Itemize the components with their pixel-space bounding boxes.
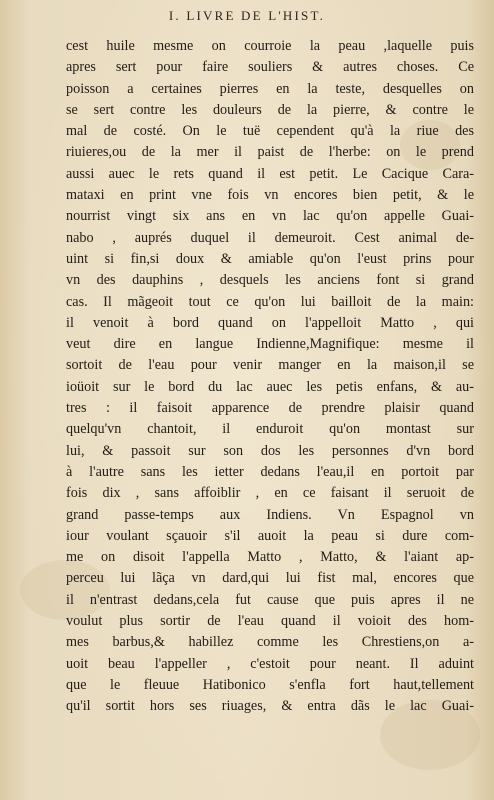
text-line: sortoit de l'eau pour venir manger en la maison,il se: [66, 357, 474, 374]
text-line: perceu lui lãça vn dard,qui lui fist mal, encores que: [66, 570, 474, 587]
text-line: poisson a certaines pierres en la teste, desquelles on: [66, 80, 474, 97]
text-line: mes barbus,& habillez comme les Chrestiens,on a-: [66, 634, 474, 651]
text-line: mal de costé. On le tuë cependent qu'à la riue des: [66, 123, 474, 140]
text-line: nabo , auprés duquel il demeuroit. Cest animal de-: [66, 229, 474, 246]
text-line: il n'entrast dedans,cela fut cause que puis apres il ne: [66, 591, 474, 608]
text-line: qu'il sortit hors ses riuages, & entra dãs le lac Guai-: [66, 698, 474, 715]
text-line: grand passe-temps aux Indiens. Vn Espagnol vn: [66, 506, 474, 523]
text-line: aussi auec le rets quand il est petit. Le Cacique Cara-: [66, 165, 474, 182]
text-line: il venoit à bord quand on l'appelloit Matto , qui: [66, 314, 474, 331]
text-line: ioüoit sur le bord du lac auec les petis enfans, & au-: [66, 378, 474, 395]
text-line: vn des dauphins , desquels les anciens font si grand: [66, 272, 474, 289]
text-line: voulut plus sortir de l'eau quand il voioit des hom-: [66, 613, 474, 630]
running-head: I. LIVRE DE L'HIST.: [168, 8, 326, 23]
text-line: apres sert pour faire souliers & autres choses. Ce: [66, 59, 474, 76]
text-line: riuieres,ou de la mer il paist de l'herbe: on le prend: [66, 144, 474, 161]
text-line: quelqu'vn chantoit, il enduroit qu'on montast sur: [66, 421, 474, 438]
text-line: se sert contre les douleurs de la pierre, & contre le: [66, 101, 474, 118]
body-text: [66, 36, 474, 718]
text-line: mataxi en print vne fois vn encores bien petit, & le: [66, 187, 474, 204]
text-line: tres : il faisoit apparence de prendre plaisir quand: [66, 400, 474, 417]
text-line: lui, & passoit sur son dos les personnes d'vn bord: [66, 442, 474, 459]
text-line: me on disoit l'appella Matto , Matto, & l'aiant ap-: [66, 549, 474, 566]
text-line: cas. Il mãgeoit tout ce qu'on lui bailloit de la main:: [66, 293, 474, 310]
text-line: veut dire en langue Indienne,Magnifique: mesme il: [66, 336, 474, 353]
text-line: fois dix , sans affoiblir , en ce faisant il seruoit de: [66, 485, 474, 502]
text-line: à l'autre sans les ietter dedans l'eau,il en portoit par: [66, 463, 474, 480]
text-line: cest huile mesme on courroie la peau ,laquelle puis: [66, 38, 474, 54]
text-line: uint si fin,si doux & amiable qu'on l'eust prins pour: [66, 250, 474, 267]
text-line: que le fleuue Hatibonico s'enfla fort haut,tellement: [66, 676, 474, 693]
text-line: nourrist vingt six ans en vn lac qu'on appelle Guai-: [66, 208, 474, 225]
text-line: iour voulant sçauoir s'il auoit la peau si dure com-: [66, 527, 474, 544]
text-line: uoit beau l'appeller , c'estoit pour neant. Il aduint: [66, 655, 474, 672]
